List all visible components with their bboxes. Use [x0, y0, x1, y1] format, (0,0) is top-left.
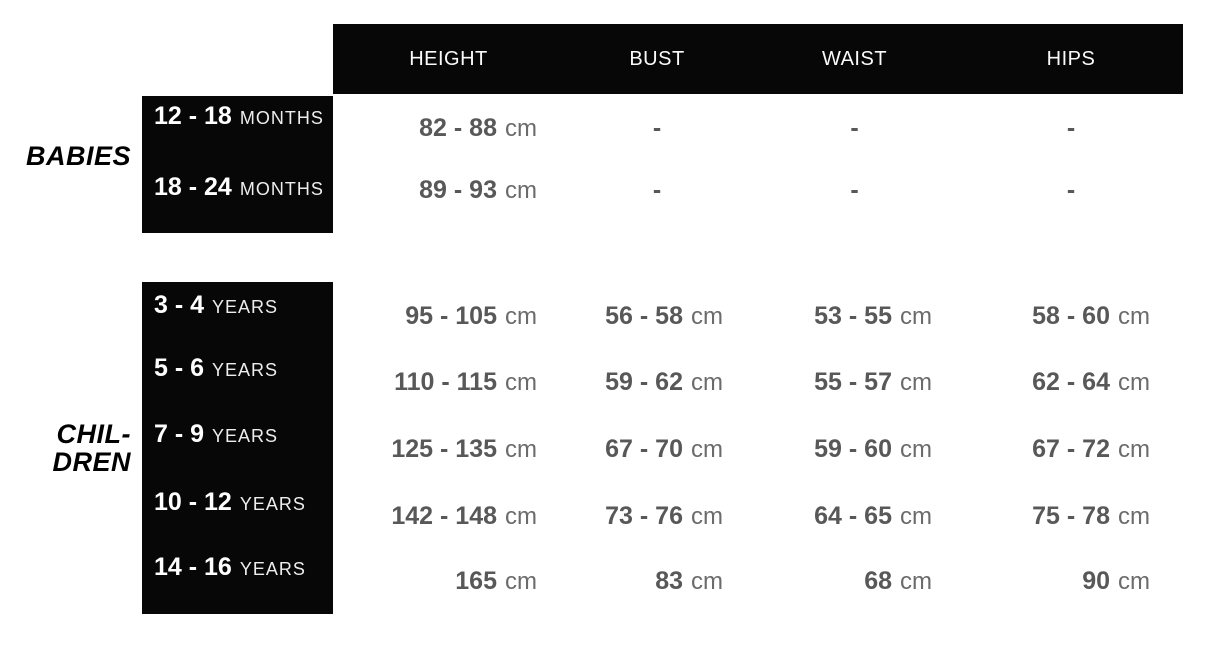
column-header-height: HEIGHT [409, 47, 488, 70]
age-range-value: 10 - 12 [154, 488, 232, 516]
age-range-unit: YEARS [212, 360, 279, 380]
height-cell: 142 - 148 cm [391, 501, 537, 530]
age-range [142, 553, 333, 583]
age-range-value: 5 - 6 [154, 354, 205, 382]
table-row [333, 500, 1183, 532]
column-header-bust: BUST [629, 47, 685, 70]
age-range-unit: MONTHS [239, 179, 324, 199]
hips-cell: 58 - 60 cm [1032, 301, 1150, 330]
group-label-babies [0, 96, 131, 216]
table-row [333, 366, 1183, 398]
column-header-waist: WAIST [821, 47, 888, 70]
age-range [142, 488, 333, 518]
waist-cell: 55 - 57 cm [814, 367, 932, 396]
babies-age-box [142, 96, 333, 233]
waist-cell: - [850, 175, 859, 204]
group-label-text-line2: DREN [52, 447, 131, 477]
age-range-unit: YEARS [212, 426, 279, 446]
waist-cell: 64 - 65 cm [814, 501, 932, 530]
age-range-unit: YEARS [212, 297, 279, 317]
age-range-unit: MONTHS [239, 108, 324, 128]
height-cell: 82 - 88 cm [419, 113, 537, 142]
group-label-text: BABIES [25, 141, 131, 171]
children-age-box [142, 282, 333, 614]
hips-cell: - [1066, 175, 1076, 204]
age-range-value: 14 - 16 [154, 553, 232, 581]
hips-cell: 62 - 64 cm [1032, 367, 1150, 396]
waist-cell: 53 - 55 cm [814, 301, 932, 330]
age-range-value: 7 - 9 [154, 420, 205, 448]
age-range-value: 3 - 4 [154, 291, 205, 319]
table-header-row [333, 24, 1183, 94]
group-label-children [0, 282, 131, 614]
bust-cell: 56 - 58 cm [605, 301, 723, 330]
age-range-unit: YEARS [239, 494, 306, 514]
height-cell: 110 - 115 cm [394, 367, 537, 396]
age-range [142, 420, 333, 450]
age-range [142, 354, 333, 384]
age-range-unit: YEARS [239, 559, 306, 579]
age-range-value: 18 - 24 [154, 173, 232, 201]
bust-cell: 83 cm [655, 566, 723, 595]
group-label-text-line1: CHIL- [56, 419, 131, 449]
table-row [333, 112, 1183, 144]
age-range [142, 291, 333, 321]
waist-cell: 68 cm [864, 566, 932, 595]
table-row [333, 565, 1183, 597]
table-row [333, 174, 1183, 206]
height-cell: 95 - 105 cm [405, 301, 537, 330]
hips-cell: - [1066, 113, 1076, 142]
hips-cell: 67 - 72 cm [1032, 434, 1150, 463]
bust-cell: - [652, 113, 662, 142]
waist-cell: - [850, 113, 859, 142]
table-row [333, 300, 1183, 332]
bust-cell: 73 - 76 cm [605, 501, 723, 530]
table-row [333, 433, 1183, 465]
age-range-value: 12 - 18 [154, 102, 232, 130]
hips-cell: 75 - 78 cm [1032, 501, 1150, 530]
height-cell: 89 - 93 cm [419, 175, 537, 204]
height-cell: 125 - 135 cm [391, 434, 537, 463]
bust-cell: 67 - 70 cm [605, 434, 723, 463]
waist-cell: 59 - 60 cm [814, 434, 932, 463]
bust-cell: 59 - 62 cm [605, 367, 723, 396]
hips-cell: 90 cm [1082, 566, 1150, 595]
bust-cell: - [652, 175, 662, 204]
age-range [142, 173, 333, 203]
height-cell: 165 cm [455, 566, 537, 595]
column-header-hips: HIPS [1046, 47, 1096, 70]
age-range [142, 102, 333, 132]
